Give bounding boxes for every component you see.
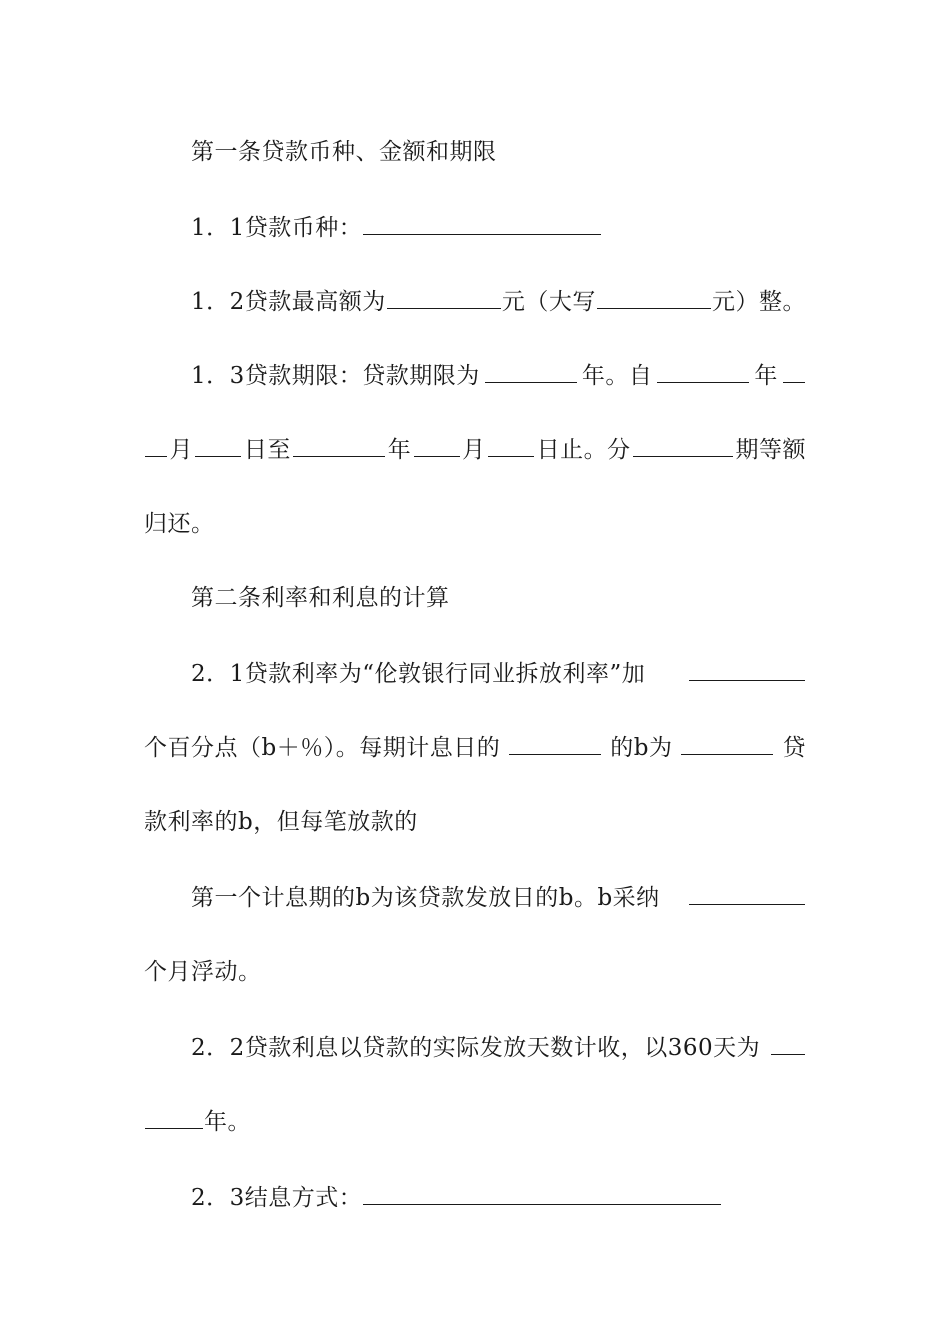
interest-date-blank bbox=[509, 732, 601, 755]
start-year-blank bbox=[657, 360, 749, 383]
installments-blank bbox=[633, 434, 733, 457]
clause-2-3: 2．3结息方式： bbox=[144, 1182, 806, 1214]
amount-blank bbox=[387, 286, 501, 309]
clause-2-1-line-4: 第一个计息期的b为该贷款发放日的b。b采纳 bbox=[144, 882, 806, 914]
basis-points-blank bbox=[689, 658, 805, 681]
clause-2-1-line-1: 2．1贷款利率为“伦敦银行同业拆放利率”加 bbox=[144, 658, 806, 690]
clause-1-3-line-3: 归还。 bbox=[144, 511, 215, 537]
clause-2-1-line-5: 个月浮动。 bbox=[144, 959, 262, 985]
article-2-heading: 第二条利率和利息的计算 bbox=[191, 585, 450, 611]
term-years-blank bbox=[485, 360, 577, 383]
amount-in-words-blank bbox=[597, 286, 711, 309]
clause-2-1-line-3: 款利率的b，但每笔放款的 bbox=[144, 809, 418, 835]
rate-period-blank bbox=[681, 732, 773, 755]
clause-2-1-line-2: 个百分点（b＋％）。每期计息日的 的b为 贷 bbox=[144, 732, 806, 764]
start-month-blank-a bbox=[783, 360, 805, 383]
start-month-blank-b bbox=[145, 434, 167, 457]
end-day-blank bbox=[488, 434, 534, 457]
clause-1-1: 1．1贷款币种： bbox=[144, 212, 806, 244]
clause-2-2-line-2: 年。 bbox=[144, 1106, 806, 1138]
end-year-blank bbox=[293, 434, 385, 457]
end-month-blank bbox=[414, 434, 460, 457]
clause-1-3-line-1: 1．3贷款期限：贷款期限为 年。自 年 bbox=[144, 360, 806, 392]
day-count-blank-a bbox=[771, 1032, 805, 1055]
day-count-blank-b bbox=[145, 1106, 203, 1129]
interest-settlement-blank bbox=[363, 1182, 721, 1205]
float-months-blank bbox=[689, 882, 805, 905]
article-1-heading: 第一条贷款币种、金额和期限 bbox=[191, 139, 497, 165]
start-day-blank bbox=[195, 434, 241, 457]
currency-blank bbox=[363, 212, 601, 235]
clause-1-3-line-2: 月 日至 年 月 日止。分 期等额 bbox=[144, 434, 806, 466]
clause-2-2-line-1: 2．2贷款利息以贷款的实际发放天数计收，以360天为 bbox=[144, 1032, 806, 1064]
clause-1-2: 1．2贷款最高额为 元（大写 元）整。 bbox=[144, 286, 806, 318]
